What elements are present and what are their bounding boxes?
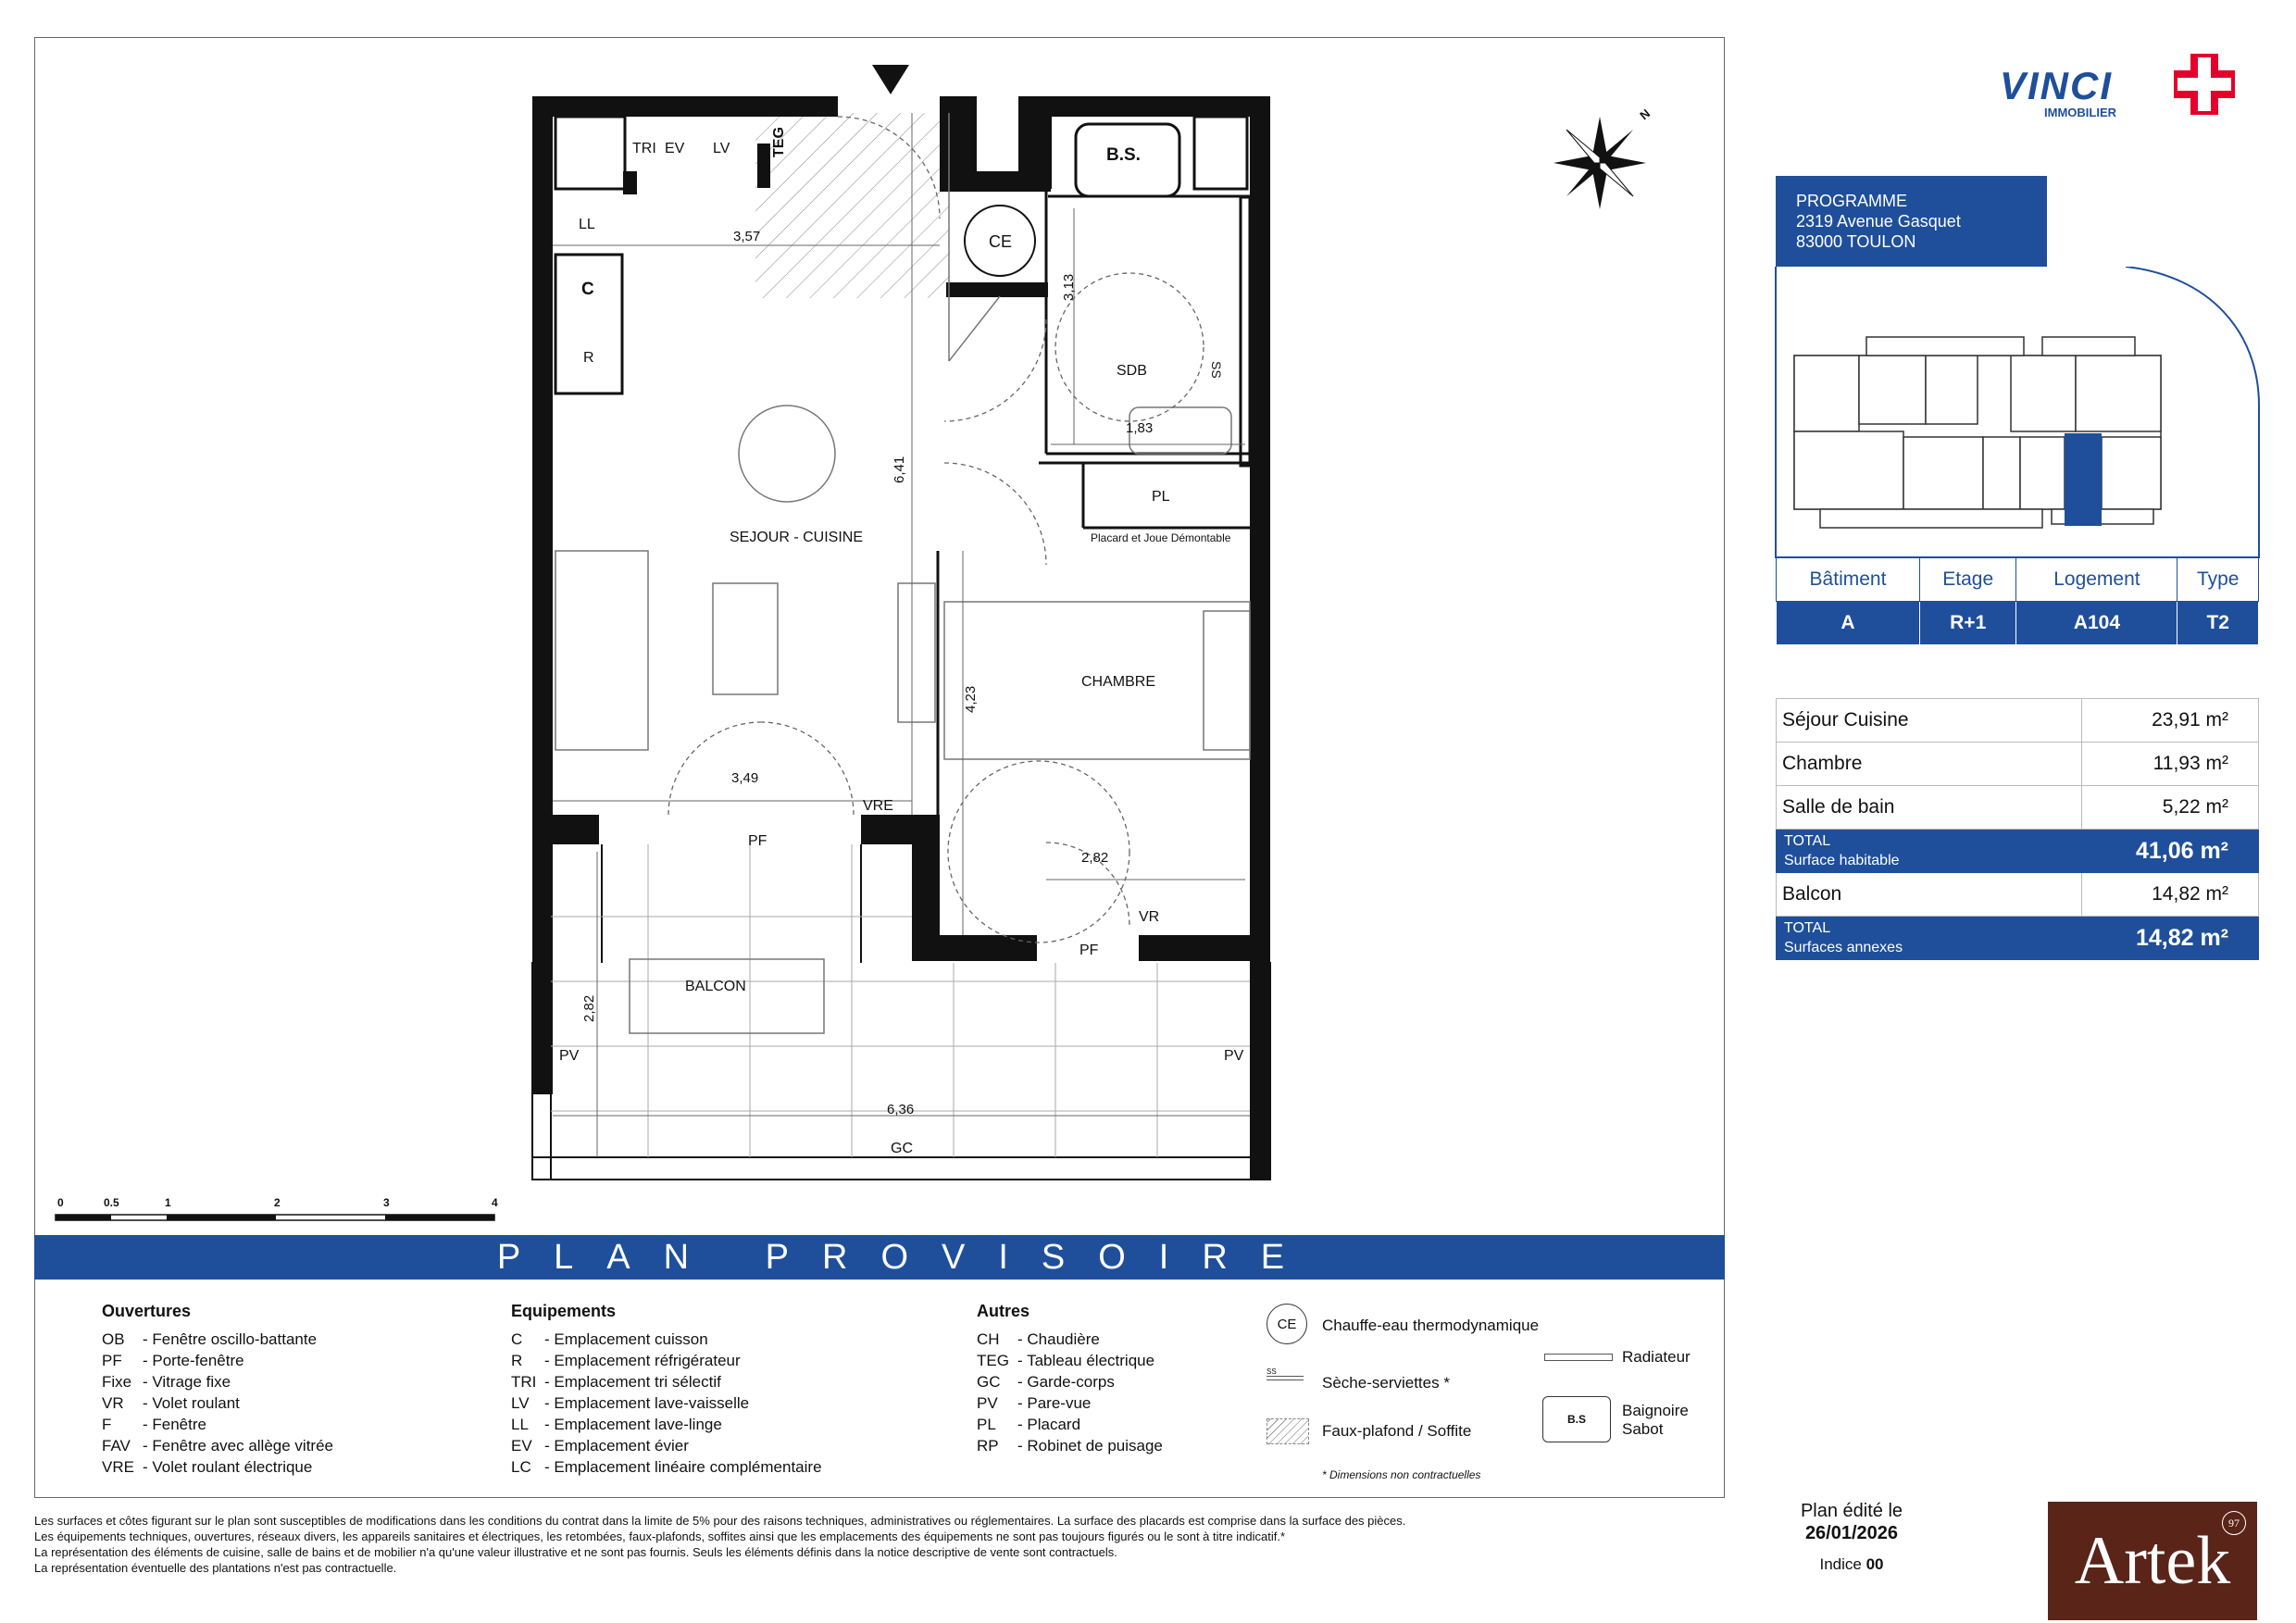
label-pf-chambre: PF: [1079, 943, 1099, 958]
label-c: C: [581, 280, 594, 299]
legend-item: VRE - Volet roulant électrique: [102, 1458, 313, 1476]
area-row: Salle de bain 5,22 m²: [1777, 786, 2259, 830]
label-teg: TEG: [771, 127, 787, 157]
label-ce: CE: [989, 232, 1013, 251]
label-ll: LL: [579, 217, 595, 232]
area-row: Chambre 11,93 m²: [1777, 743, 2259, 786]
label-bs: B.S.: [1106, 145, 1141, 165]
legend-equipements: [511, 1302, 822, 1478]
legend-item: OB - Fenêtre oscillo-battante: [102, 1330, 318, 1348]
label-pl: PL: [1152, 489, 1170, 505]
highlighted-unit: [2065, 433, 2102, 526]
header-batiment: Bâtiment: [1777, 558, 1920, 602]
dim-357: 3,57: [733, 229, 761, 244]
legend-ouvertures: [102, 1302, 333, 1478]
label-north: N: [1637, 106, 1653, 123]
room-sejour-cuisine: SEJOUR - CUISINE: [730, 530, 864, 545]
value-logement: A104: [2016, 602, 2177, 645]
value-etage: R+1: [1919, 602, 2015, 645]
program-address-2: 83000 TOULON: [1796, 232, 1916, 251]
legend-baignoire-text: Baignoire: [1622, 1402, 1689, 1419]
disclaimer-line: Les équipements techniques, ouvertures, réseaux divers, les appareils sanitaires et électriques, les retombées, faux-plafonds, soffites ainsi que les emplacements des équipements ne sont pas toujours figurés ou le sont à titre indicatif.*: [34, 1529, 1286, 1543]
scale-tick: 2: [274, 1196, 281, 1209]
disclaimer-line: Les surfaces et côtes figurant sur le plan sont susceptibles de modifications dans les conditions du contrat dans la limite de 5% pour des raisons techniques, administratives ou réglementaires. La surface des placards est comprise dans la surface des pièces.: [34, 1514, 1406, 1528]
label-pf-sejour: PF: [748, 833, 767, 849]
header-logement: Logement: [2016, 558, 2177, 602]
bathtub-icon: B.S: [1542, 1396, 1611, 1442]
label-pv-left: PV: [559, 1048, 580, 1064]
room-sdb: SDB: [1117, 363, 1147, 379]
radiator-icon: [1544, 1354, 1613, 1361]
label-ss: SS: [1209, 361, 1224, 379]
legend-sabot-text: Sabot: [1622, 1420, 1664, 1438]
scale-tick: 3: [383, 1196, 390, 1209]
label-tri: TRI: [632, 141, 656, 156]
vinci-cross-icon: [2174, 54, 2235, 115]
legend-item: R - Emplacement réfrigérateur: [511, 1352, 741, 1369]
total-habitable-row: TOTAL Surface habitable 41,06 m²: [1777, 830, 2259, 873]
label-pv-right: PV: [1224, 1048, 1244, 1064]
floor-plan-drawing: [35, 38, 1724, 1232]
edit-label: Plan édité le: [1800, 1501, 1903, 1521]
label-placard-note: Placard et Joue Démontable: [1091, 531, 1231, 544]
indice: Indice 00: [1819, 1555, 1884, 1573]
legend-fp-text: Faux-plafond / Soffite: [1322, 1422, 1472, 1440]
scale-tick: 0: [57, 1196, 64, 1209]
legend-item: Fixe - Vitrage fixe: [102, 1373, 231, 1391]
scale-tick: 0.5: [104, 1196, 119, 1209]
legend-title: Autres: [977, 1302, 1030, 1320]
value-batiment: A: [1777, 602, 1920, 645]
dim-349: 3,49: [731, 770, 759, 786]
artek-logo: Artek 97: [2048, 1502, 2257, 1620]
legend-ce-text: Chauffe-eau thermodynamique: [1322, 1317, 1540, 1334]
surface-table: [1776, 698, 2259, 960]
compass-rose-icon: [1554, 117, 1646, 209]
vinci-logo: VINCI IMMOBILIER: [2000, 64, 2117, 119]
dim-423: 4,23: [963, 685, 979, 713]
ce-legend-icon: CE: [1267, 1304, 1307, 1344]
label-vr-chambre: VR: [1139, 909, 1160, 925]
label-gc: GC: [891, 1141, 913, 1156]
faux-plafond-legend-icon: [1267, 1418, 1309, 1444]
value-type: T2: [2177, 602, 2259, 645]
plan-provisoire-banner: PLAN PROVISOIRE: [34, 1235, 1725, 1280]
edit-date: 26/01/2026: [1804, 1523, 1899, 1543]
dim-282-chambre: 2,82: [1081, 850, 1109, 866]
area-row: Balcon 14,82 m²: [1777, 873, 2259, 917]
dim-641: 6,41: [892, 456, 907, 483]
disclaimer-line: La représentation des éléments de cuisine, salle de bains et de mobilier n'a qu'une valeur illustrative et ne sont pas fournis. Seuls les éléments définis dans la notice descriptive de vente sont contractuels.: [34, 1545, 1117, 1559]
legend-item: F - Fenêtre: [102, 1416, 206, 1433]
legend-item: EV - Emplacement évier: [511, 1437, 689, 1454]
dim-313: 3,13: [1061, 273, 1077, 301]
legend-item: PL - Placard: [977, 1416, 1081, 1433]
header-etage: Etage: [1919, 558, 2015, 602]
program-box: [1776, 176, 2047, 267]
room-balcon: BALCON: [685, 979, 746, 994]
legend-item: TRI - Emplacement tri sélectif: [511, 1373, 721, 1391]
legend-item: LL - Emplacement lave-linge: [511, 1416, 722, 1433]
program-address-1: 2319 Avenue Gasquet: [1796, 212, 1961, 231]
label-r: R: [583, 350, 594, 366]
label-lv: LV: [713, 141, 730, 156]
legend-item: GC - Garde-corps: [977, 1373, 1115, 1391]
dim-636: 6,36: [887, 1102, 915, 1117]
scale-tick: 1: [165, 1196, 171, 1209]
legend-item: PF - Porte-fenêtre: [102, 1352, 244, 1369]
legend-item: LV - Emplacement lave-vaisselle: [511, 1394, 750, 1412]
legend-item: C - Emplacement cuisson: [511, 1330, 708, 1348]
legend-item: CH - Chaudière: [977, 1330, 1100, 1348]
scale-tick: 4: [492, 1196, 498, 1209]
towel-dryer-icon: SS: [1267, 1368, 1304, 1380]
legend-item: RP - Robinet de puisage: [977, 1437, 1163, 1454]
dimensions-note: * Dimensions non contractuelles: [1322, 1468, 1481, 1481]
entry-arrow-icon: [872, 65, 909, 94]
dim-183: 1,83: [1126, 420, 1154, 436]
balcony-outline: [532, 844, 1270, 1180]
legend-title: Equipements: [511, 1302, 617, 1320]
disclaimer-line: La représentation éventuelle des plantations n'est pas contractuelle.: [34, 1561, 397, 1575]
label-ev: EV: [665, 141, 685, 156]
room-chambre: CHAMBRE: [1081, 674, 1156, 690]
edition-block: [1778, 1500, 1926, 1576]
area-row: Séjour Cuisine 23,91 m²: [1777, 699, 2259, 743]
program-title: PROGRAMME: [1796, 192, 1908, 210]
legend-item: FAV - Fenêtre avec allège vitrée: [102, 1437, 333, 1454]
legend-title: Ouvertures: [102, 1302, 192, 1320]
legend-item: VR - Volet roulant: [102, 1394, 240, 1412]
legend-item: LC - Emplacement linéaire complémentaire: [511, 1458, 822, 1476]
building-key-plan: [1774, 267, 2261, 559]
legend-radiateur-text: Radiateur: [1622, 1348, 1691, 1366]
legend-item: TEG - Tableau électrique: [977, 1352, 1155, 1369]
footer-disclaimer: [34, 1513, 1405, 1576]
legend-ss-text: Sèche-serviettes *: [1322, 1374, 1450, 1392]
legend-item: PV - Pare-vue: [977, 1394, 1092, 1412]
scale-bar: [56, 1215, 494, 1220]
dim-282-balcon: 2,82: [581, 994, 597, 1022]
lot-info-table: [1776, 557, 2259, 645]
header-type: Type: [2177, 558, 2259, 602]
label-vre: VRE: [863, 798, 893, 814]
total-annexes-row: TOTAL Surfaces annexes 14,82 m²: [1777, 917, 2259, 960]
legend-autres: [977, 1302, 1163, 1456]
